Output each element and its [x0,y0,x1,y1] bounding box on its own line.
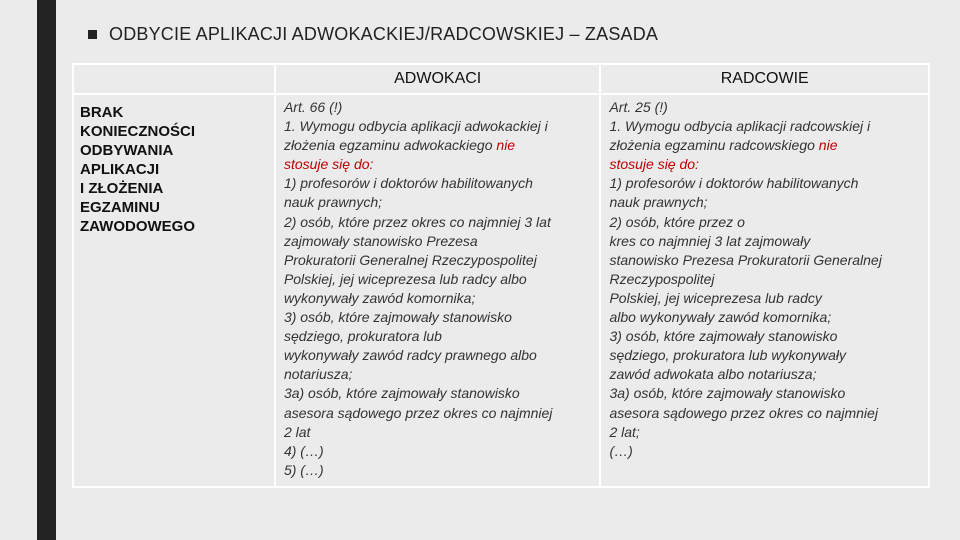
text-line: sędziego, prokuratora lub [283,328,442,345]
text-line: Art. 66 (!) [283,99,343,115]
text-line: zawód adwokata albo notariusza; [609,366,817,383]
text-line: 2) osób, które przez o [609,213,745,230]
text-line: wykonywały zawód komornika; [283,289,476,306]
text-line: kres co najmniej 3 lat zajmowały [609,232,811,249]
slide-title: ODBYCIE APLIKACJI ADWOKACKIEJ/RADCOWSKIEJ – ZASADA [109,24,659,44]
text-line: Polskiej, jej wiceprezesa lub radcy albo [283,270,527,287]
text-line: Polskiej, jej wiceprezesa lub radcy [609,289,822,306]
text-line: 5) (…) [283,461,324,478]
text-line: 3) osób, które zajmowały stanowisko [609,328,838,345]
highlight-nie: nie [496,137,516,154]
header-empty [73,64,275,94]
text-line [609,136,922,155]
text-line: 2) osób, które przez okres co najmniej 3 lat [283,213,551,230]
comparison-table [72,63,930,488]
text-line: 4) (…) [283,442,324,459]
text-line: sędziego, prokuratora lub wykonywały [609,347,847,364]
text-line: 1) profesorów i doktorów habilitowanych [609,175,859,192]
row-label-line: ODBYWANIA [80,142,174,159]
row-label-line: APLIKACJI [80,161,160,178]
text-line: nauk prawnych; [283,194,382,211]
row-label-line: EGZAMINU [80,199,160,216]
text-line: 1) profesorów i doktorów habilitowanych [283,175,533,192]
row-label-line: KONIECZNOŚCI [80,123,196,140]
header-radcowie: RADCOWIE [600,64,929,94]
text-line: 3a) osób, które zajmowały stanowisko [609,385,846,402]
text-line: asesora sądowego przez okres co najmniej [283,404,553,421]
text-line: nauk prawnych; [609,194,708,211]
text-line: zajmowały stanowisko Prezesa [283,232,478,249]
text-line: Art. 25 (!) [609,99,668,115]
header-adwokaci: ADWOKACI [275,64,601,94]
text-line: wykonywały zawód radcy prawnego albo [283,347,537,364]
sidebar-accent-bar [37,0,56,540]
text-line: Rzeczypospolitej [609,270,715,287]
text-line: 1. Wymogu odbycia aplikacji radcowskiej i [609,118,871,135]
slide-title-row [88,24,658,45]
text-line: (…) [609,442,633,459]
text-line: Prokuratorii Generalnej Rzeczypospolitej [283,251,537,268]
table-row [73,94,929,487]
highlight-nie: nie [818,137,838,154]
text-segment: złożenia egzaminu radcowskiego [609,137,819,154]
text-line: 3) osób, które zajmowały stanowisko [283,309,512,326]
adwokaci-article-text [275,94,601,487]
text-line: 3a) osób, które zajmowały stanowisko [283,385,520,402]
text-line: stanowisko Prezesa Prokuratorii Generalnej [609,251,882,268]
text-line: 1. Wymogu odbycia aplikacji adwokackiej i [283,118,548,135]
text-line: asesora sądowego przez okres co najmniej [609,404,878,421]
text-line [284,136,594,155]
radcowie-article-text [600,94,929,487]
text-line: 2 lat [283,423,311,440]
row-label-line: ZAWODOWEGO [80,218,195,235]
row-label [73,94,275,487]
highlight-text-line: stosuje się do: [609,156,699,173]
row-label-line: I ZŁOŻENIA [80,180,164,197]
text-line: albo wykonywały zawód komornika; [609,309,832,326]
table-header-row [73,64,929,94]
highlight-text-line: stosuje się do: [283,156,374,173]
text-line: 2 lat; [609,423,640,440]
square-bullet-icon [88,30,97,39]
text-segment: złożenia egzaminu adwokackiego [283,137,497,154]
row-label-line: BRAK [80,104,124,121]
text-line: notariusza; [283,366,353,383]
